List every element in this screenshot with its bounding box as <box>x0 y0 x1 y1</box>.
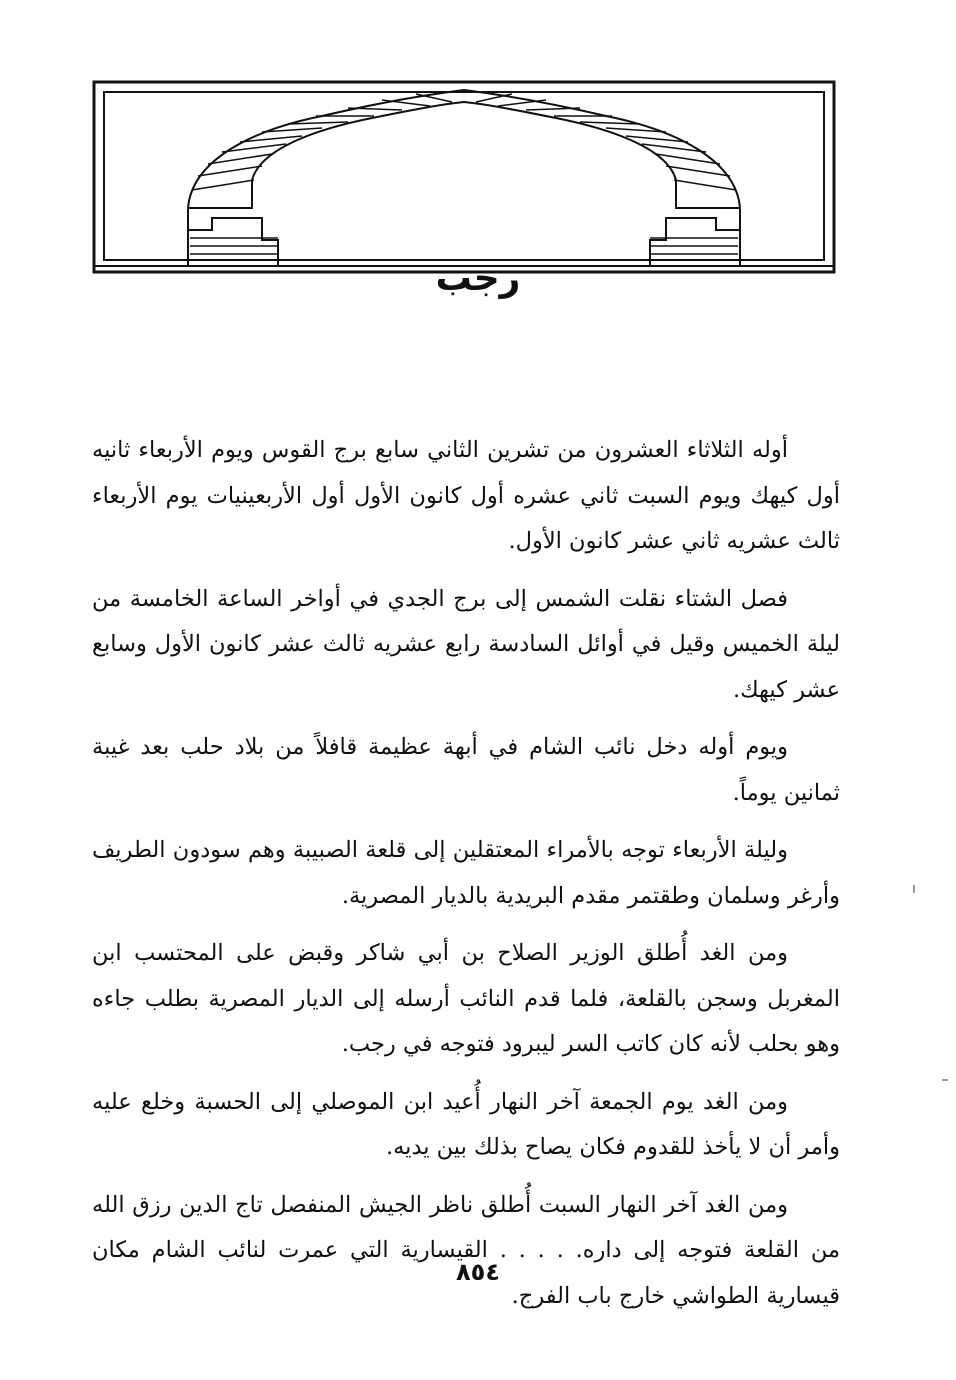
paragraph: فصل الشتاء نقلت الشمس إلى برج الجدي في أواخر الساعة الخامسة من ليلة الخميس وقيل في أوائل السادسة رابع عشريه ثالث عشر كانون الأول وسابع عشر كيهك. <box>92 585 840 703</box>
page-heading: رجب <box>435 258 521 299</box>
paragraph: ومن الغد أُطلق الوزير الصلاح بن أبي شاكر وقبض على المحتسب ابن المغربل وسجن بالقلعة، فلما قدم النائب أرسله إلى الديار المصرية بطلب جاءه وهو بحلب لأنه كان كاتب السر ليبرود فتوجه في رجب. <box>92 940 840 1057</box>
paragraph: ومن الغد آخر النهار السبت أُطلق ناظر الجيش المنفصل تاج الدين رزق الله من القلعة فتوجه إلى داره. . . . . القيسارية التي عمرت لنائب الشام مكان قيسارية الطواشي خارج باب الفرج. <box>92 1191 840 1309</box>
scan-speck <box>913 885 915 893</box>
scan-speck <box>942 1079 948 1081</box>
paragraph: ومن الغد يوم الجمعة آخر النهار أُعيد ابن الموصلي إلى الحسبة وخلع عليه وأمر أن لا يأخذ للقدوم فكان يصاح بذلك بين يديه. <box>92 1088 840 1160</box>
paragraph: وليلة الأربعاء توجه بالأمراء المعتقلين إلى قلعة الصبيبة وهم سودون الطريف وأرغر وسلمان وطقتمر مقدم البريدية بالديار المصرية. <box>92 837 840 909</box>
paragraph: ويوم أوله دخل نائب الشام في أبهة عظيمة قافلاً من بلاد حلب بعد غيبة ثمانين يوماً. <box>92 734 840 806</box>
paragraph: أوله الثلاثاء العشرون من تشرين الثاني سابع برج القوس ويوم الأربعاء ثانيه أول كيهك ويوم السبت ثاني عشره أول كانون الأول أول الأربعينيات يوم الأربعاء ثالث عشريه ثاني عشر كانون الأول. <box>92 437 840 554</box>
page-number: ٨٥٤ <box>456 1258 500 1286</box>
ornamental-arch-frame <box>92 80 836 276</box>
body-text <box>92 428 840 1331</box>
